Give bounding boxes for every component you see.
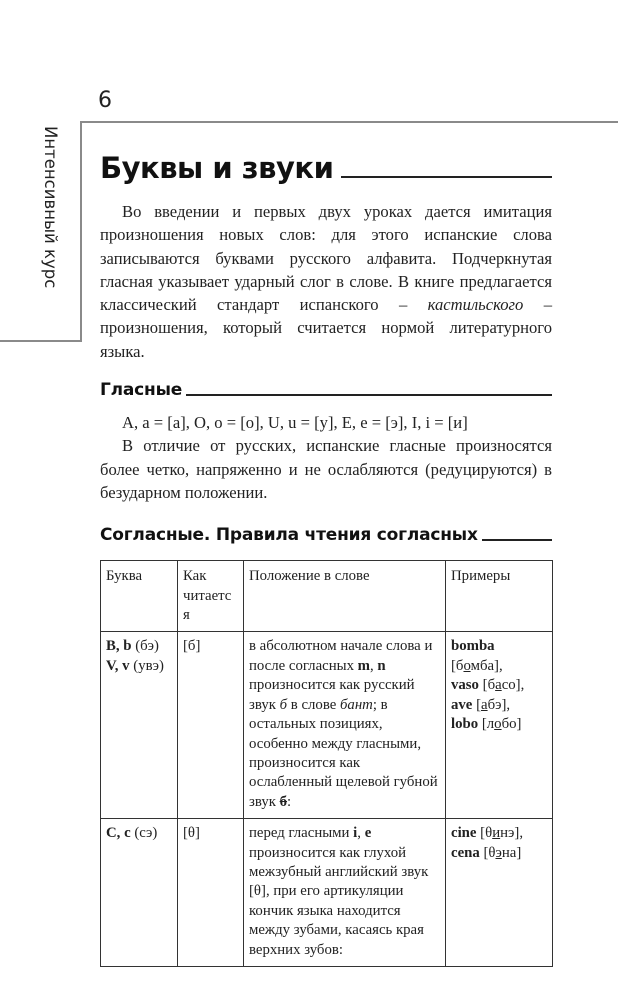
stressed-vowel: и bbox=[492, 825, 501, 842]
text: перед гласными bbox=[249, 825, 354, 842]
example bbox=[451, 844, 546, 863]
sidebar-frame-bottom-line bbox=[0, 340, 82, 342]
example-word: ave bbox=[451, 696, 473, 713]
transcription: [θ bbox=[479, 844, 496, 861]
vowels-heading bbox=[100, 379, 552, 401]
section-title-text: Буквы и звуки bbox=[100, 151, 334, 185]
header-cell: Положение в слове bbox=[244, 561, 446, 632]
vowels-heading-text: Гласные bbox=[100, 380, 183, 401]
examples-cell bbox=[446, 819, 553, 967]
transcription: бо] bbox=[501, 716, 522, 733]
italic: бант bbox=[339, 696, 373, 713]
bold: m bbox=[357, 657, 370, 674]
transcription: [л bbox=[478, 716, 495, 733]
examples-cell bbox=[446, 632, 553, 819]
bold: i bbox=[353, 825, 358, 842]
letter: V, v bbox=[106, 657, 130, 674]
header-cell: Буква bbox=[101, 561, 178, 632]
running-head: Интенсивный курс bbox=[41, 126, 60, 289]
stressed-vowel: о bbox=[494, 716, 502, 733]
transcription: [ bbox=[472, 696, 482, 713]
example-word: lobo bbox=[451, 716, 479, 733]
example-word: cena bbox=[451, 844, 480, 861]
letter-name: (увэ) bbox=[129, 657, 164, 674]
transcription: [б bbox=[451, 657, 464, 674]
page-number: 6 bbox=[98, 88, 112, 113]
reading-cell: [б] bbox=[178, 632, 244, 819]
transcription: бэ], bbox=[487, 696, 511, 713]
title-rule bbox=[341, 176, 552, 178]
transcription: [θ bbox=[476, 825, 493, 842]
vowels-paragraph bbox=[100, 411, 552, 504]
vowels-text: В отличие от русских, испанские гласные произносятся более четко, напряженно и не ослабляются (редуцируются) в безударном положении. bbox=[100, 436, 552, 502]
example bbox=[451, 824, 546, 843]
text: произносится как русский звук bbox=[249, 677, 415, 713]
text: в абсолютном начале слова и после согласных bbox=[249, 638, 433, 674]
sidebar-frame-line bbox=[80, 121, 82, 341]
transcription: со], bbox=[501, 677, 525, 694]
example-word: vaso bbox=[451, 677, 479, 694]
text: , bbox=[357, 825, 365, 842]
transcription: на] bbox=[501, 844, 522, 861]
bold: n bbox=[377, 657, 386, 674]
bold: e bbox=[364, 825, 372, 842]
position-cell bbox=[244, 819, 446, 967]
transcription: [б bbox=[478, 677, 496, 694]
letter-cell bbox=[101, 632, 178, 819]
content-column bbox=[100, 150, 552, 967]
consonants-rule bbox=[482, 539, 552, 541]
italic: б bbox=[279, 696, 288, 713]
text: произносится как глухой межзубный английский звук [θ], при его артикуляции кончик языка находится между зубами, касаясь края верхних зубов: bbox=[249, 844, 429, 958]
letter-name: (бэ) bbox=[131, 638, 159, 655]
letter-cell bbox=[101, 819, 178, 967]
intro-text: Во введении и первых двух уроках дается имитация произношения новых слов: для этого испанские слова записываются буквами русского алфавита. Подчеркнутая гласная указывает ударный слог в слове. В книге предлагается классический стандарт испанского – bbox=[100, 202, 552, 315]
table-header-row bbox=[101, 561, 553, 632]
vowels-rule bbox=[186, 394, 552, 396]
stressed-vowel: о bbox=[463, 657, 471, 674]
fricative-b: б bbox=[279, 793, 288, 810]
header-cell: Как читается bbox=[178, 561, 244, 632]
position-cell bbox=[244, 632, 446, 819]
consonants-heading bbox=[100, 524, 552, 546]
table-row bbox=[101, 632, 553, 819]
example bbox=[451, 696, 546, 715]
letter: C, c bbox=[106, 825, 131, 842]
intro-text-end: – произношения, который считается нормой литературного языка. bbox=[100, 295, 552, 361]
consonants-table bbox=[100, 560, 553, 967]
header-frame-line bbox=[80, 121, 618, 123]
example bbox=[451, 715, 546, 734]
section-title bbox=[100, 150, 552, 186]
text: в слове bbox=[287, 696, 340, 713]
intro-italic: кастильского bbox=[427, 295, 524, 315]
header-cell: Примеры bbox=[446, 561, 553, 632]
vowels-list: A, a = [а], O, o = [о], U, u = [у], E, e = [э], I, i = [и] bbox=[122, 413, 468, 433]
stressed-vowel: а bbox=[481, 696, 488, 713]
stressed-vowel: а bbox=[495, 677, 502, 694]
transcription: нэ], bbox=[500, 825, 524, 842]
consonants-heading-text: Согласные. Правила чтения согласных bbox=[100, 525, 478, 546]
stressed-vowel: э bbox=[495, 844, 502, 861]
text: ; в остальных позициях, особенно между гласными, произносится как ослабленный щелевой губной звук bbox=[249, 696, 438, 810]
intro-paragraph bbox=[100, 200, 552, 363]
text: : bbox=[287, 793, 292, 810]
table-row bbox=[101, 819, 553, 967]
letter: B, b bbox=[106, 638, 132, 655]
example bbox=[451, 676, 546, 695]
example-word: cine bbox=[451, 825, 477, 842]
transcription: мба], bbox=[470, 657, 503, 674]
letter-name: (сэ) bbox=[130, 825, 158, 842]
example bbox=[451, 637, 546, 676]
example-word: bomba bbox=[451, 638, 495, 655]
reading-cell: [θ] bbox=[178, 819, 244, 967]
text: , bbox=[370, 657, 378, 674]
